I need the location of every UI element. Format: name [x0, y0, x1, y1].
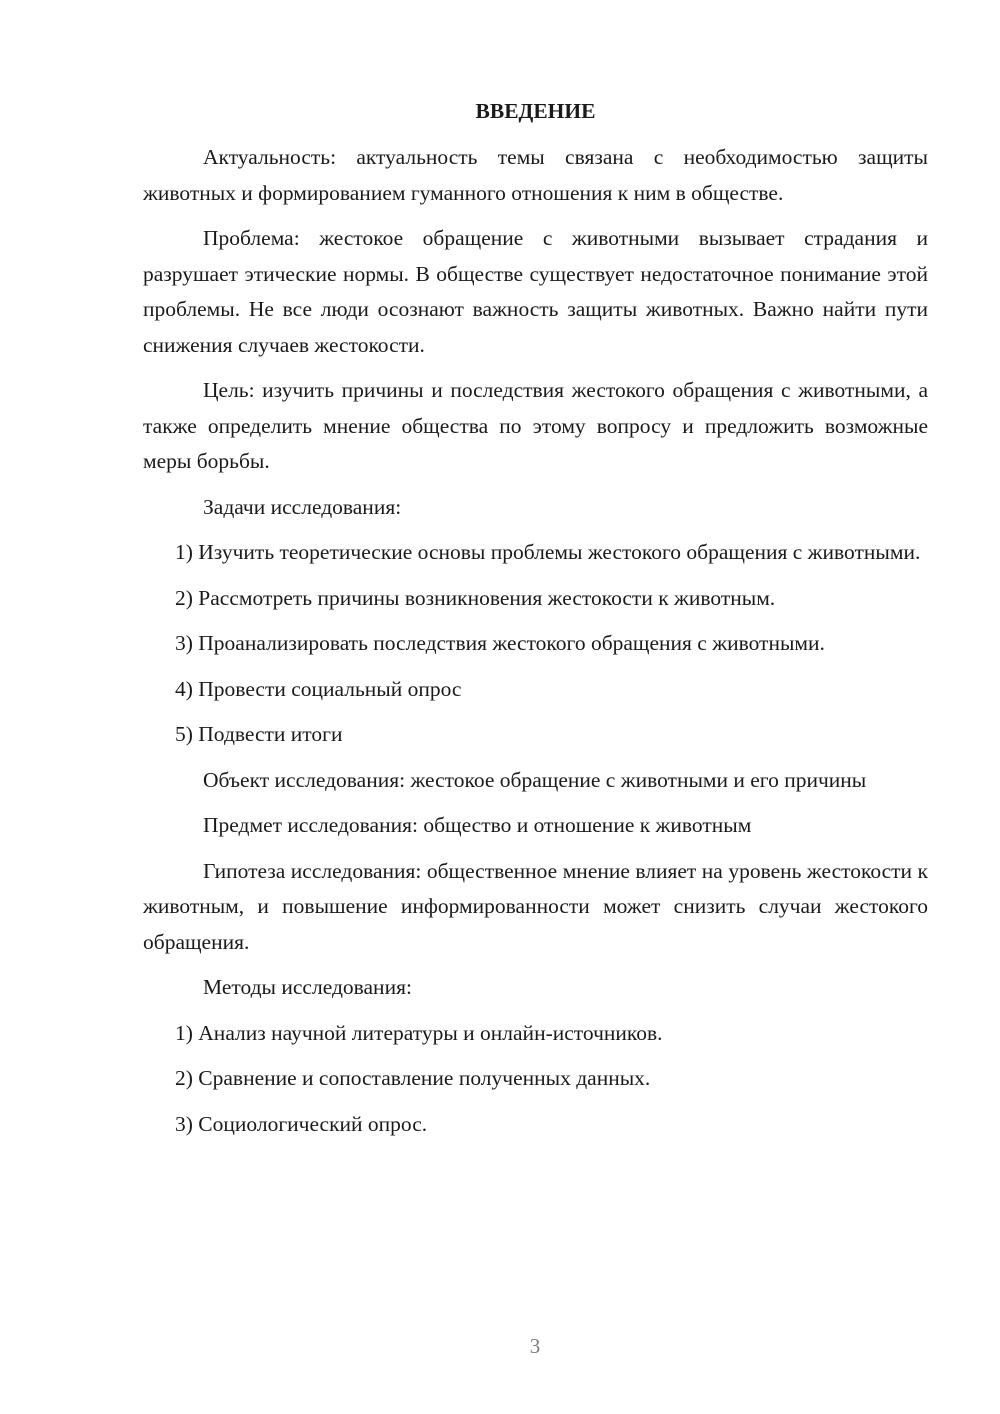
method-item-2: 2) Сравнение и сопоставление полученных данных. [175, 1066, 651, 1090]
paragraph-methods-heading: Методы исследования: [203, 975, 412, 999]
paragraph-problem: Проблема: жестокое обращение с животными вызывает страдания и разрушает этические нормы. В обществе существует недостаточное понимание этой проблемы. Не все люди осознают важность защиты животных. Важно найти пути снижения случаев жестокости. [143, 226, 928, 357]
section-title: ВВЕДЕНИЕ [475, 99, 596, 123]
paragraph-subject: Предмет исследования: общество и отношение к животным [203, 813, 752, 837]
paragraph-object: Объект исследования: жестокое обращение с животными и его причины [203, 767, 867, 792]
paragraph-goal: Цель: изучить причины и последствия жестокого обращения с животными, а также определить мнение общества по этому вопросу и предложить возможные меры борьбы. [143, 378, 928, 473]
method-item-3: 3) Социологический опрос. [175, 1111, 428, 1136]
task-item-5: 5) Подвести итоги [175, 722, 343, 746]
paragraph-relevance: Актуальность: актуальность темы связана с необходимостью защиты животных и формированием гуманного отношения к ним в обществе. [143, 145, 928, 205]
method-item-1: 1) Анализ научной литературы и онлайн-источников. [175, 1020, 663, 1045]
document-page [143, 96, 928, 1152]
paragraph-tasks-heading: Задачи исследования: [203, 494, 402, 519]
page-number: 3 [529, 1334, 541, 1358]
task-item-1: 1) Изучить теоретические основы проблемы жестокого обращения с животными. [175, 540, 921, 564]
task-item-3: 3) Проанализировать последствия жестокого обращения с животными. [175, 631, 825, 655]
task-item-2: 2) Рассмотреть причины возникновения жестокости к животным. [175, 585, 776, 610]
paragraph-hypothesis: Гипотеза исследования: общественное мнение влияет на уровень жестокости к животным, и повышение информированности может снизить случаи жестокого обращения. [143, 858, 928, 954]
task-item-4: 4) Провести социальный опрос [175, 676, 462, 701]
